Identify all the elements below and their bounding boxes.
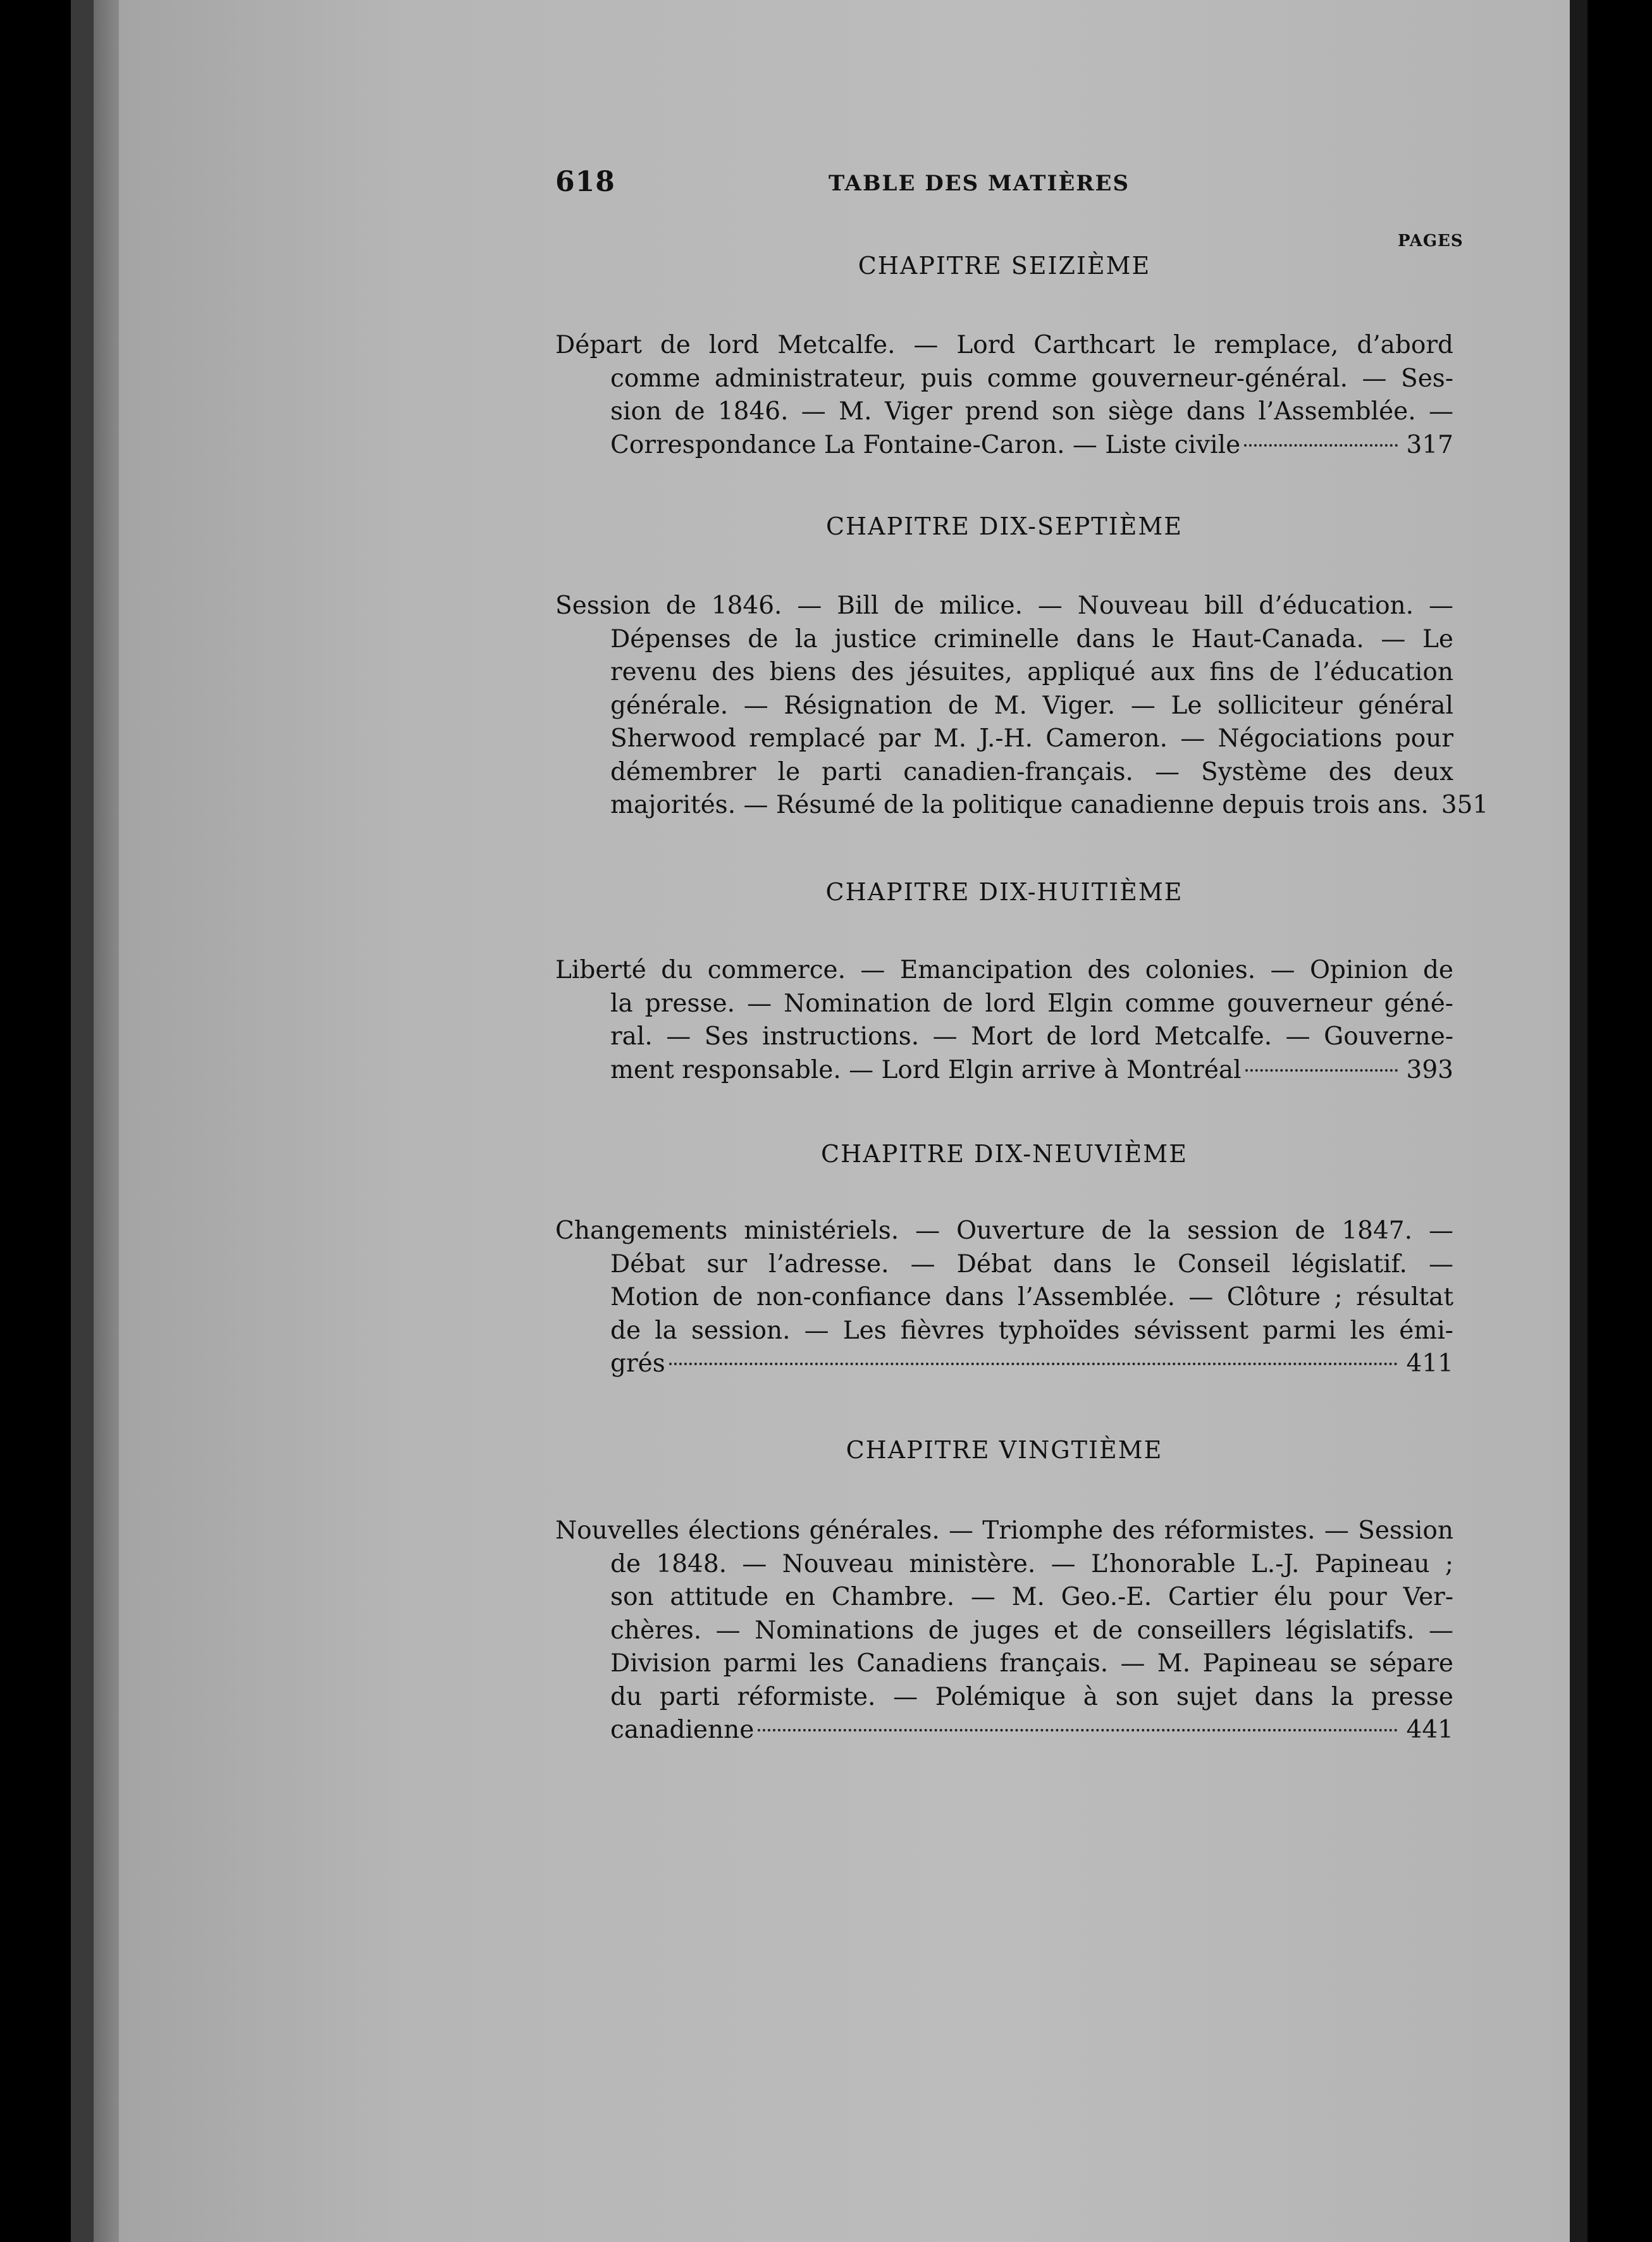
scan-border-left <box>0 0 71 2242</box>
chapter-heading: CHAPITRE SEIZIÈME <box>858 252 1151 280</box>
scan-edge-right <box>1570 0 1587 2242</box>
pages-column-label: PAGES <box>1398 232 1464 251</box>
summary-line: majorités. — Résumé de la politique canadienne depuis trois ans. <box>610 791 1429 819</box>
summary-line: démembrer le parti canadien-français. — Système des deux <box>610 757 1453 786</box>
chapter-summary <box>555 954 1453 1087</box>
summary-line: revenu des biens des jésuites, appliqué aux fins de l’éducation <box>610 658 1453 686</box>
summary-line: Changements ministériels. — Ouverture de la session de 1847. — <box>555 1217 1453 1245</box>
chapter-heading: CHAPITRE DIX-HUITIÈME <box>825 878 1183 906</box>
summary-line: Sherwood remplacé par M. J.-H. Cameron. — Négociations pour <box>610 724 1453 753</box>
summary-last-line <box>555 429 1453 462</box>
summary-line: Débat sur l’adresse. — Débat dans le Conseil législatif. — <box>610 1249 1453 1279</box>
summary-line: Session de 1846. — Bill de milice. — Nouveau bill d’éducation. — <box>555 591 1453 620</box>
summary-line: générale. — Résignation de M. Viger. — Le solliciteur général <box>610 691 1453 720</box>
summary-line: ral. — Ses instructions. — Mort de lord Metcalfe. — Gouverne- <box>610 1022 1453 1051</box>
page-number: 618 <box>555 166 615 198</box>
summary-line: sion de 1846. — M. Viger prend son siège dans l’Assemblée. — <box>610 397 1453 426</box>
page-reference: 393 <box>1406 1055 1453 1084</box>
scan-edge-left <box>71 0 94 2242</box>
summary-last-line <box>555 1347 1453 1381</box>
summary-line: grés <box>610 1349 665 1378</box>
summary-line: Dépenses de la justice criminelle dans le Haut-Canada. — Le <box>610 624 1453 653</box>
summary-line: Motion de non-confiance dans l’Assemblée. — Clôture ; résultat <box>610 1283 1453 1311</box>
summary-last-line <box>555 789 1489 822</box>
summary-line: comme administrateur, puis comme gouverneur-général. — Ses- <box>610 364 1453 393</box>
dot-leader <box>1244 444 1397 447</box>
chapter-summary <box>555 590 1489 822</box>
summary-line: Division parmi les Canadiens français. — M. Papineau se sépare <box>610 1649 1453 1678</box>
dot-leader <box>758 1729 1397 1731</box>
summary-line: de la session. — Les fièvres typhoïdes sévissent parmi les émi- <box>610 1316 1453 1345</box>
chapter-summary <box>555 329 1453 462</box>
page-header <box>555 166 1453 210</box>
chapter-heading: CHAPITRE VINGTIÈME <box>846 1436 1163 1464</box>
summary-line: Départ de lord Metcalfe. — Lord Carthcart le remplace, d’abord <box>555 331 1453 359</box>
summary-line: la presse. — Nomination de lord Elgin comme gouverneur géné- <box>610 989 1453 1018</box>
summary-line: canadienne <box>610 1716 755 1744</box>
summary-line: de 1848. — Nouveau ministère. — L’honorable L.-J. Papineau ; <box>610 1549 1453 1578</box>
summary-line: du parti réformiste. — Polémique à son sujet dans la presse <box>610 1682 1453 1711</box>
chapter-heading: CHAPITRE DIX-NEUVIÈME <box>821 1140 1188 1168</box>
page-reference: 441 <box>1406 1716 1453 1744</box>
scan-border-right <box>1587 0 1652 2242</box>
summary-line: Nouvelles élections générales. — Triomphe des réformistes. — Session <box>555 1516 1453 1545</box>
chapter-summary <box>555 1514 1453 1747</box>
page-reference: 351 <box>1441 791 1489 819</box>
running-title: TABLE DES MATIÈRES <box>829 171 1130 196</box>
dot-leader <box>1245 1069 1398 1072</box>
dot-leader <box>669 1363 1398 1365</box>
page-reference: 317 <box>1406 430 1453 459</box>
page-reference: 411 <box>1406 1349 1453 1378</box>
summary-line: Correspondance La Fontaine-Caron. — Liste civile <box>610 430 1241 459</box>
summary-last-line <box>555 1714 1453 1747</box>
summary-line: Liberté du commerce. — Emancipation des colonies. — Opinion de <box>555 956 1453 984</box>
scan-shadow-left <box>94 0 119 2242</box>
chapter-summary <box>555 1215 1453 1381</box>
summary-last-line <box>555 1054 1453 1087</box>
summary-line: ment responsable. — Lord Elgin arrive à Montréal <box>610 1055 1242 1084</box>
summary-line: chères. — Nominations de juges et de conseillers législatifs. — <box>610 1616 1453 1645</box>
chapter-heading: CHAPITRE DIX-SEPTIÈME <box>825 512 1183 540</box>
summary-line: son attitude en Chambre. — M. Geo.-E. Cartier élu pour Ver- <box>610 1583 1453 1611</box>
